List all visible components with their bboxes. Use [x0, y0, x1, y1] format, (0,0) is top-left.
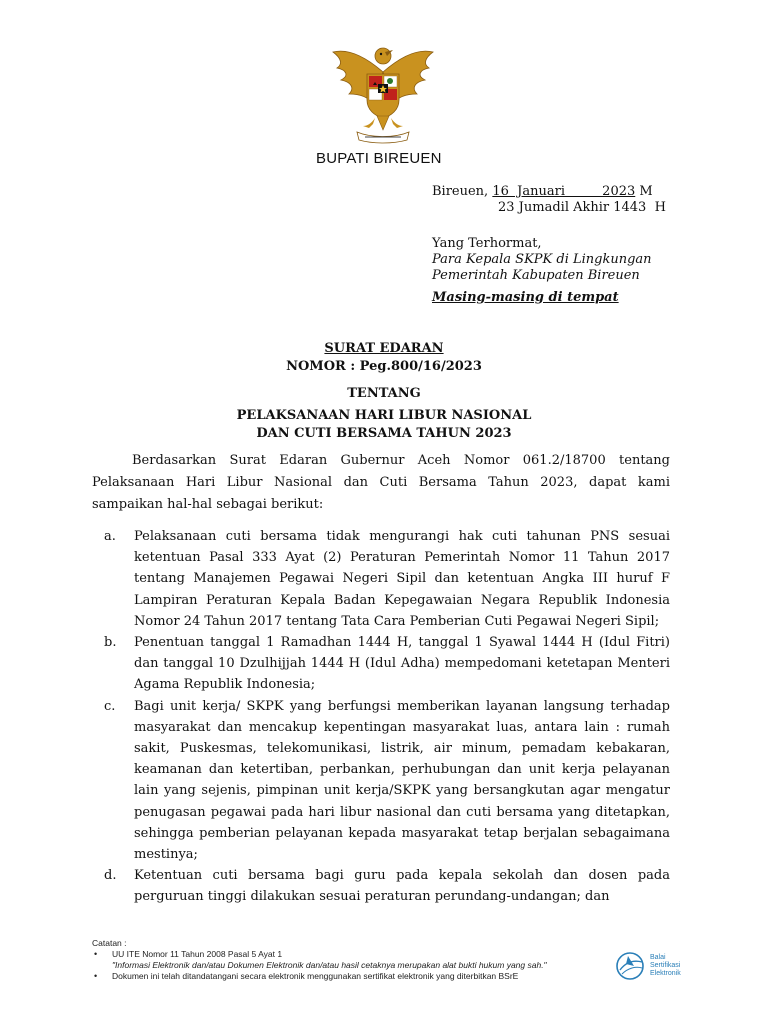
bsre-line3: Elektronik: [650, 970, 681, 977]
recipient-line1: Para Kepala SKPK di Lingkungan: [432, 252, 652, 267]
list-item: [104, 526, 670, 632]
recipient-greeting: Yang Terhormat,: [432, 236, 542, 251]
date-place: Bireuen,: [432, 184, 489, 199]
list-item: [104, 632, 670, 696]
recipient-line2: Pemerintah Kabupaten Bireuen: [432, 268, 640, 283]
letter-type: SURAT EDARAN: [324, 341, 444, 356]
intro-paragraph: Berdasarkan Surat Edaran Gubernur Aceh Nomor 061.2/18700 tentang Pelaksanaan Hari Libur Nasional dan Cuti Bersama Tahun 2023, dapat kami sampaikan hal-hal sebagai berikut:: [92, 453, 670, 512]
date-gregorian-suffix: M: [639, 184, 653, 199]
note1-quote: "Informasi Elektronik dan/atau Dokumen Elektronik dan/atau hasil cetaknya merupakan alat bukti hukum yang sah.": [112, 960, 547, 970]
notes-label: Catatan :: [92, 938, 127, 948]
bullet-icon: •: [94, 971, 98, 981]
list-item: [104, 865, 670, 907]
recipient-block: [432, 236, 652, 306]
item-text: Pelaksanaan cuti bersama tidak mengurangi hak cuti tahunan PNS sesuai ketentuan Pasal 333 Ayat (2) Peraturan Pemerintah Nomor 11 Tahun 2017 tentang Manajemen Pegawai Negeri Sipil dan ketentuan Angka III huruf F Lampiran Peraturan Kepala Badan Kepegawaian Negara Republik Indonesia Nomor 24 Tahun 2017 tentang Tata Cara Pemberian Cuti Pegawai Negeri Sipil;: [134, 529, 670, 629]
note-item: [92, 971, 622, 982]
date-block: [432, 184, 666, 216]
about-label: TENTANG: [347, 386, 421, 401]
subject-line1: PELAKSANAAN HARI LIBUR NASIONAL: [236, 408, 532, 423]
item-marker: b.: [104, 635, 117, 651]
garuda-pancasila-emblem-icon: [327, 38, 439, 146]
letter-subject: [0, 407, 768, 443]
bsre-line1: Balai: [650, 954, 666, 961]
bsre-logo-text: [650, 954, 681, 978]
date-gregorian-line: [432, 184, 666, 200]
date-gregorian: 16 Januari 2023: [492, 184, 636, 199]
date-hijri: 23 Jumadil Akhir 1443 H: [498, 200, 666, 215]
bullet-icon: •: [94, 949, 98, 959]
bsre-line2: Sertifikasi: [650, 962, 681, 969]
subject-line2: DAN CUTI BERSAMA TAHUN 2023: [256, 426, 512, 441]
item-marker: a.: [104, 529, 116, 544]
letter-heading: [0, 340, 768, 376]
note1-title: UU ITE Nomor 11 Tahun 2008 Pasal 5 Ayat 1: [112, 949, 283, 959]
item-text: Bagi unit kerja/ SKPK yang berfungsi memberikan layanan langsung terhadap masyarakat dan mencakup kepentingan masyarakat luas, antara lain : rumah sakit, Puskesmas, telekomunikasi, listrik, air minum, pemadam kebakaran, keamanan dan ketertiban, perbankan, perhubungan dan unit kerja pelayanan lain yang sejenis, pimpinan unit kerja/SKPK yang bersangkutan agar mengatur penugasan pegawai pada hari libur nasional dan cuti bersama yang ditetapkan, sehingga pemberian pelayanan kepada masyarakat tetap berjalan sebagaimana mestinya;: [134, 698, 670, 863]
item-list: [104, 526, 670, 908]
note-item: [92, 949, 622, 971]
letter-number: NOMOR : Peg.800/16/2023: [286, 359, 482, 374]
item-marker: c.: [104, 698, 116, 714]
item-text: Penentuan tanggal 1 Ramadhan 1444 H, tanggal 1 Syawal 1444 H (Idul Fitri) dan tanggal 10 Dzulhijjah 1444 H (Idul Adha) mempedomani ketetapan Menteri Agama Republik Indonesia;: [134, 635, 670, 693]
issuer-title: BUPATI BIREUEN: [316, 150, 442, 167]
note2-text: Dokumen ini telah ditandatangani secara elektronik menggunakan sertifikat elektronik yang diterbitkan BSrE: [112, 971, 519, 981]
list-item: [104, 696, 670, 866]
item-marker: d.: [104, 868, 117, 884]
footer-notes: [92, 938, 622, 982]
item-text: Ketentuan cuti bersama bagi guru pada kepala sekolah dan dosen pada perguruan tinggi dilakukan sesuai peraturan perundang-undangan; dan: [134, 868, 670, 905]
recipient-place: Masing-masing di tempat: [432, 290, 619, 305]
